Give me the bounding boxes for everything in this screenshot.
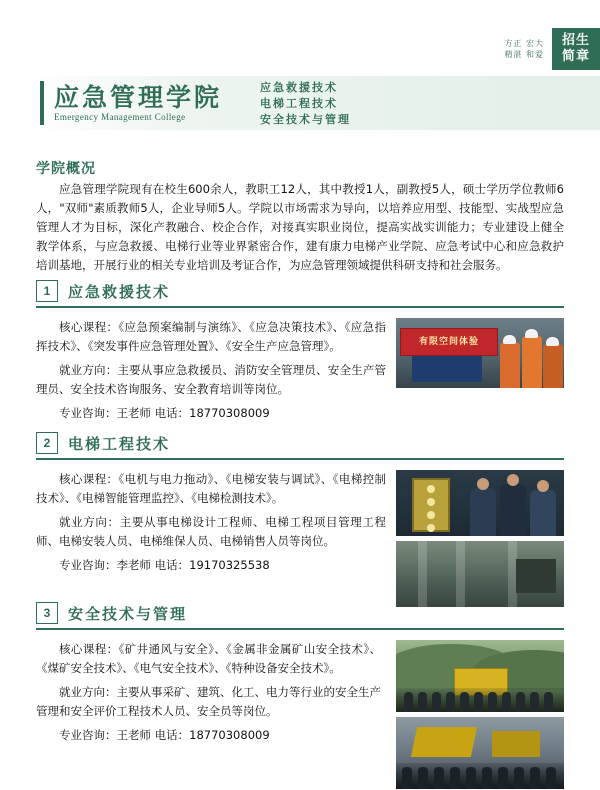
section-1-consult xyxy=(36,404,386,423)
admissions-badge-line2: 简章 xyxy=(561,49,590,64)
section-1-core-label: 核心课程： xyxy=(59,320,119,334)
section-emergency-rescue xyxy=(36,278,564,423)
person-figure xyxy=(546,767,556,789)
section-safety-technology xyxy=(36,600,564,790)
section-1-photos xyxy=(396,318,564,388)
section-3-job-label: 就业方向： xyxy=(59,685,117,699)
elevator-panel xyxy=(412,478,450,532)
section-3-body xyxy=(36,640,564,790)
exhibition-banner-text: 有限空间体验 xyxy=(418,337,479,347)
student-figure-1 xyxy=(470,488,496,536)
elevator-machine-room-photo xyxy=(396,541,564,607)
section-2-consult-text: 李老师 电话：19170325538 xyxy=(116,558,270,572)
section-2-title: 电梯工程技术 xyxy=(68,434,171,453)
person-figure xyxy=(450,767,460,789)
section-elevator-engineering xyxy=(36,430,564,610)
section-2-consult xyxy=(36,556,386,575)
section-2-number: 2 xyxy=(36,432,58,454)
person-figure xyxy=(530,692,539,712)
person-figure xyxy=(404,692,413,712)
person-figure xyxy=(460,692,469,712)
top-right-badge-group xyxy=(504,28,600,70)
elevator-rail-1 xyxy=(418,541,427,607)
person-figure xyxy=(482,767,492,789)
student-head-2 xyxy=(507,474,519,486)
school-motto xyxy=(504,38,544,60)
header-major-list xyxy=(260,80,351,127)
section-3-photos xyxy=(396,640,564,789)
section-1-title: 应急救援技术 xyxy=(68,282,171,301)
person-figure xyxy=(466,767,476,789)
person-figure xyxy=(498,767,508,789)
school-motto-line2: 精湛 和爱 xyxy=(504,50,544,59)
crane-machine-2 xyxy=(492,731,540,757)
helmet-icon-1 xyxy=(503,335,516,344)
section-3-text-column xyxy=(36,640,381,745)
header-major-1: 应急救援技术 xyxy=(260,80,339,94)
section-1-header xyxy=(36,278,564,308)
section-2-consult-label: 专业咨询： xyxy=(59,558,117,572)
person-figure xyxy=(530,767,540,789)
section-2-job-label: 就业方向： xyxy=(59,515,120,529)
elevator-control-panel-teaching-photo xyxy=(396,470,564,536)
section-3-job xyxy=(36,683,381,721)
person-figure xyxy=(544,692,553,712)
section-3-consult-text: 王老师 电话：18770308009 xyxy=(116,728,270,742)
section-1-job xyxy=(36,361,386,399)
section-1-job-text: 主要从事应急救援员、消防安全管理员、安全生产管理员、安全技术咨询服务、安全教育培训等岗位。 xyxy=(36,363,387,396)
section-2-header xyxy=(36,430,564,460)
person-figure xyxy=(434,767,444,789)
person-figure xyxy=(446,692,455,712)
person-figure xyxy=(402,767,412,789)
student-head-1 xyxy=(477,478,489,490)
firefighter-figure-2 xyxy=(522,336,542,388)
section-3-core-label: 核心课程： xyxy=(59,642,119,656)
section-3-core-courses xyxy=(36,640,381,678)
section-1-body xyxy=(36,318,564,423)
section-3-consult xyxy=(36,726,381,745)
admissions-badge xyxy=(552,28,600,70)
overview-body: 应急管理学院现有在校生600余人，教职工12人，其中教授1人，副教授5人，硕士学历学位教师6人，"双师"素质教师5人，企业导师5人。学院以市场需求为导向，以培养应用型、技能型、实战型应急管理人才为目标，深化产教融合、校企合作，对接真实职业岗位，提高实战实训能力；专业建设上健全教学体系，与应急救援、电梯行业等业界紧密合作，建有康力电梯产业学院、应急考试中心和应急救护培训基地，开展行业的相关专业培训及考证合作，为应急管理领域提供科研支持和社会服务。 xyxy=(36,182,564,272)
section-1-text-column xyxy=(36,318,386,423)
student-head-3 xyxy=(537,480,549,492)
person-figure xyxy=(432,692,441,712)
crane-machine-1 xyxy=(411,727,477,757)
college-title-cn: 应急管理学院 xyxy=(54,82,223,112)
emergency-rescue-exhibition-photo xyxy=(396,318,564,388)
header-major-2: 电梯工程技术 xyxy=(260,96,339,110)
section-3-consult-label: 专业咨询： xyxy=(59,728,117,742)
section-3-number: 3 xyxy=(36,602,58,624)
mine-site-group-photo xyxy=(396,640,564,712)
section-1-consult-label: 专业咨询： xyxy=(59,406,117,420)
person-figure xyxy=(474,692,483,712)
college-header-band xyxy=(0,76,600,130)
student-figure-3 xyxy=(530,490,556,536)
section-2-job-text: 主要从事电梯设计工程师、电梯工程项目管理工程师、电梯安装人员、电梯维保人员、电梯销售人员等岗位。 xyxy=(36,515,387,548)
person-figure xyxy=(516,692,525,712)
helmet-icon-2 xyxy=(525,329,538,338)
section-1-core-text: 《应急预案编制与演练》、《应急决策技术》、《应急指挥技术》、《突发事件应急管理处置》、《安全生产应急管理》。 xyxy=(36,320,387,353)
school-motto-line1: 方正 宏大 xyxy=(504,39,544,48)
exhibition-screen xyxy=(412,356,482,382)
section-2-core-text: 《电机与电力拖动》、《电梯安装与调试》、《电梯控制技术》、《电梯智能管理监控》、《电梯检测技术》。 xyxy=(36,472,387,505)
section-2-body xyxy=(36,470,564,610)
section-3-job-text: 主要从事采矿、建筑、化工、电力等行业的安全生产管理和安全评价工程技术人员、安全员等岗位。 xyxy=(36,685,381,718)
section-2-core-label: 核心课程： xyxy=(59,472,119,486)
section-2-core-courses xyxy=(36,470,386,508)
section-3-title: 安全技术与管理 xyxy=(68,604,188,623)
elevator-machine-box xyxy=(516,559,556,593)
header-major-3: 安全技术与管理 xyxy=(260,112,352,126)
section-2-photos xyxy=(396,470,564,607)
college-title-block xyxy=(40,81,222,125)
admissions-badge-line1: 招生 xyxy=(561,33,590,48)
person-figure xyxy=(502,692,511,712)
person-figure xyxy=(418,767,428,789)
section-2-job xyxy=(36,513,386,551)
firefighter-figure-3 xyxy=(543,344,563,388)
exhibition-banner xyxy=(400,328,498,356)
elevator-rail-2 xyxy=(456,541,465,607)
person-figure xyxy=(514,767,524,789)
person-figure xyxy=(418,692,427,712)
section-2-text-column xyxy=(36,470,386,575)
firefighter-figure-1 xyxy=(500,342,520,388)
helmet-icon-3 xyxy=(546,337,559,346)
section-3-core-text: 《矿井通风与安全》、《金属非金属矿山安全技术》、《煤矿安全技术》、《电气安全技术》、《特种设备安全技术》。 xyxy=(36,642,382,675)
section-1-number: 1 xyxy=(36,280,58,302)
section-1-core-courses xyxy=(36,318,386,356)
section-1-job-label: 就业方向： xyxy=(59,363,118,377)
section-3-header xyxy=(36,600,564,630)
factory-crane-group-photo xyxy=(396,717,564,789)
student-figure-2 xyxy=(500,484,526,536)
overview-title: 学院概况 xyxy=(36,161,96,177)
college-title-en: Emergency Management College xyxy=(54,111,186,122)
person-figure xyxy=(488,692,497,712)
section-1-consult-text: 王老师 电话：18770308009 xyxy=(116,406,270,420)
